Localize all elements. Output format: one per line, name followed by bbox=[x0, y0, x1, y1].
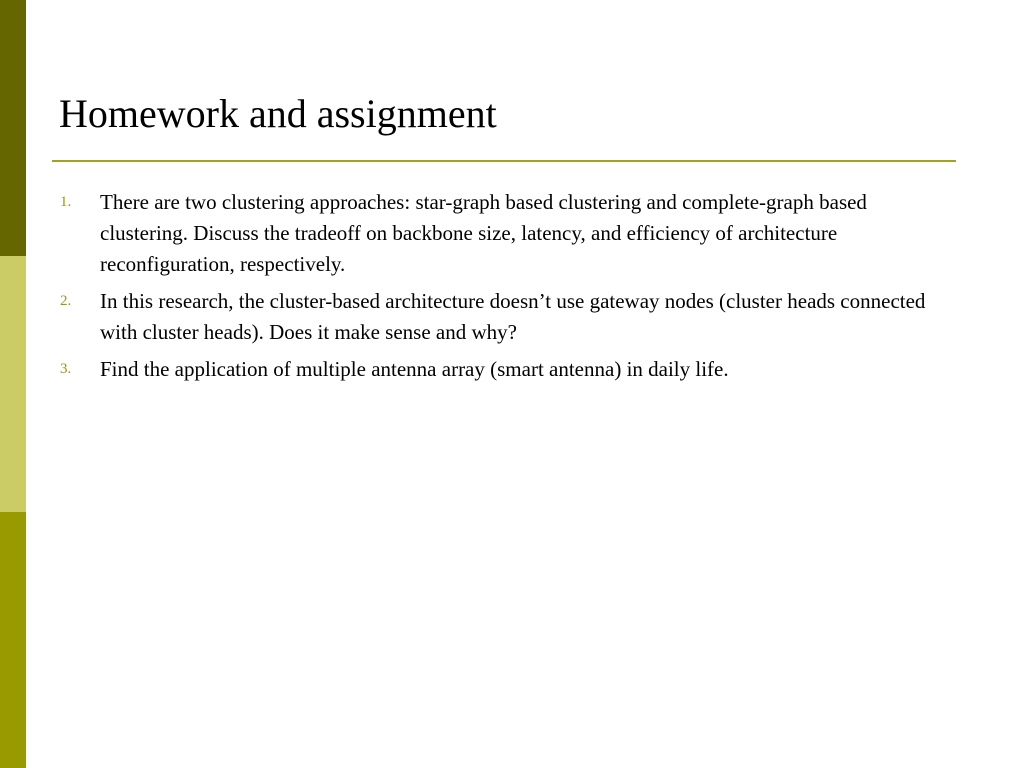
item-text: There are two clustering approaches: star-graph based clustering and complete-graph based clustering. Discuss the tradeoff on backbone size, latency, and efficiency of architecture reconfiguration, respectively. bbox=[100, 190, 867, 276]
item-number: 1. bbox=[60, 194, 72, 210]
item-number: 3. bbox=[60, 361, 72, 377]
list-item bbox=[60, 187, 940, 280]
assignment-list bbox=[60, 187, 940, 391]
item-text: In this research, the cluster-based architecture doesn’t use gateway nodes (cluster heads connected with cluster heads). Does it make sense and why? bbox=[100, 289, 926, 344]
title-divider bbox=[52, 160, 956, 162]
side-accent-bar bbox=[0, 0, 26, 768]
item-number: 2. bbox=[60, 293, 72, 309]
side-bar-top-segment bbox=[0, 0, 26, 256]
side-bar-bottom-segment bbox=[0, 512, 26, 768]
list-item bbox=[60, 286, 940, 348]
slide-title: Homework and assignment bbox=[59, 91, 497, 136]
side-bar-middle-segment bbox=[0, 256, 26, 512]
item-text: Find the application of multiple antenna array (smart antenna) in daily life. bbox=[100, 357, 729, 381]
list-item bbox=[60, 354, 940, 385]
